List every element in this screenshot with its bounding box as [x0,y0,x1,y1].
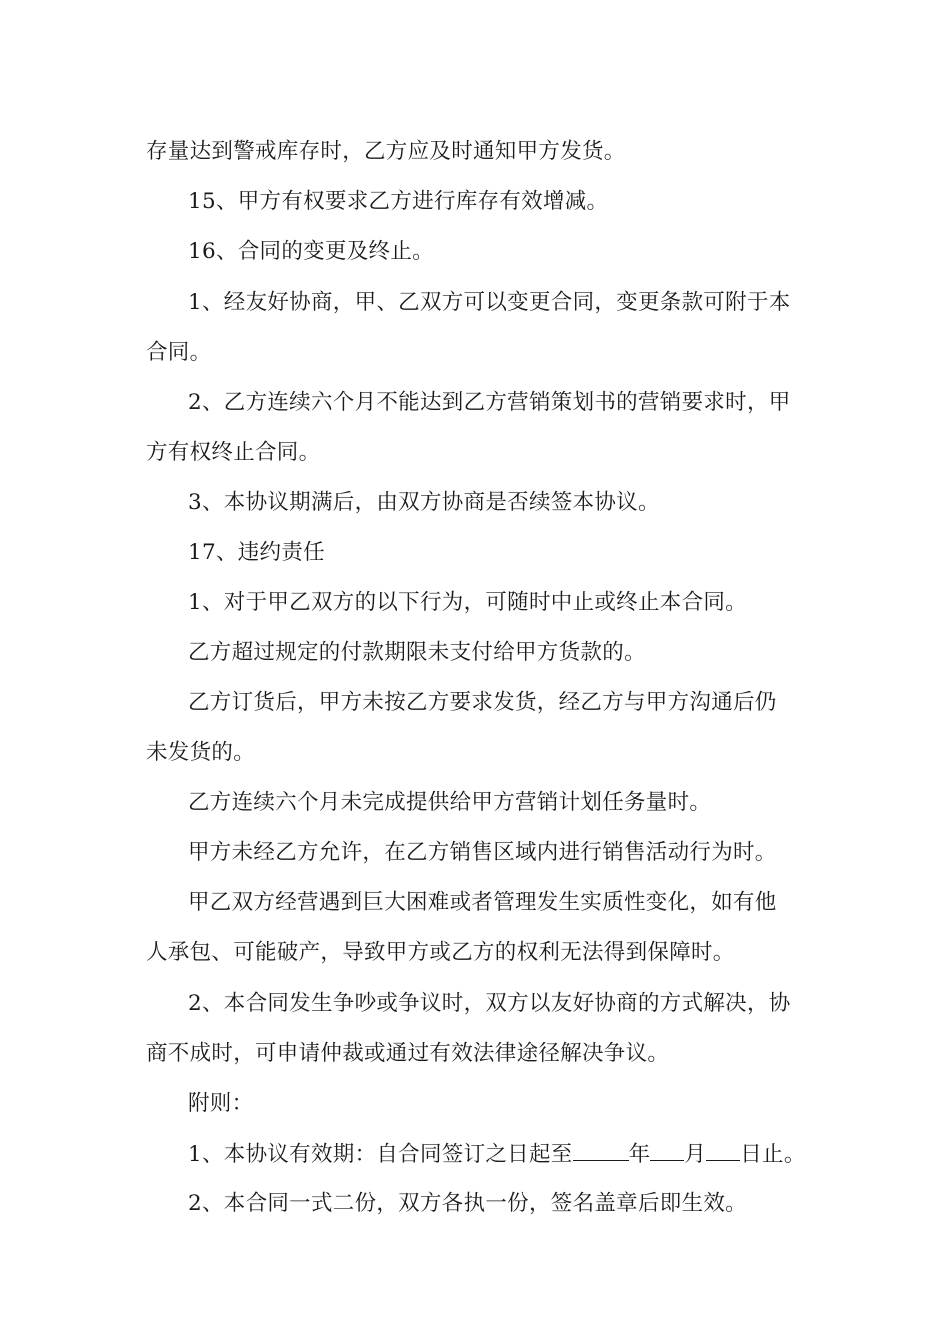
paragraph-line: 甲方未经乙方允许，在乙方销售区域内进行销售活动行为时。 [188,840,777,865]
paragraph-line: 乙方订货后，甲方未按乙方要求发货，经乙方与甲方沟通后仍 [188,690,777,715]
paragraph-line: 2、本合同发生争吵或争议时，双方以友好协商的方式解决，协 [188,991,791,1016]
paragraph-line: 1、对于甲乙双方的以下行为，可随时中止或终止本合同。 [188,590,747,615]
clause-15: 15、甲方有权要求乙方进行库存有效增减。 [188,189,609,214]
month-label: 月 [684,1142,707,1167]
paragraph-line: 2、乙方连续六个月不能达到乙方营销策划书的营销要求时，甲 [188,390,791,415]
paragraph-line: 甲乙双方经营遇到巨大困难或者管理发生实质性变化，如有他 [188,890,777,915]
appendix-heading: 附则： [188,1091,254,1116]
paragraph-line: 乙方连续六个月未完成提供给甲方营销计划任务量时。 [188,790,712,815]
paragraph-line: 乙方超过规定的付款期限未支付给甲方货款的。 [188,640,646,665]
paragraph-line: 方有权终止合同。 [146,440,321,465]
clause-16-heading: 16、合同的变更及终止。 [188,239,434,264]
paragraph-line: 合同。 [146,340,212,365]
validity-prefix: 1、本协议有效期：自合同签订之日起至 [188,1142,573,1167]
validity-period-line [188,1140,806,1169]
paragraph-line: 2、本合同一式二份，双方各执一份，签名盖章后即生效。 [188,1191,747,1216]
paragraph-line: 3、本协议期满后，由双方协商是否续签本协议。 [188,490,660,515]
paragraph-line: 商不成时，可申请仲裁或通过有效法律途径解决争议。 [146,1041,670,1066]
day-blank [706,1140,740,1161]
year-blank [573,1140,629,1161]
month-blank [650,1140,684,1161]
day-label: 日止。 [740,1142,806,1167]
paragraph-line: 人承包、可能破产，导致甲方或乙方的权利无法得到保障时。 [146,940,735,965]
paragraph-line: 未发货的。 [146,740,256,765]
paragraph-line: 存量达到警戒库存时，乙方应及时通知甲方发货。 [146,139,626,164]
paragraph-line: 1、经友好协商，甲、乙双方可以变更合同，变更条款可附于本 [188,290,791,315]
clause-17-heading: 17、违约责任 [188,540,325,565]
year-label: 年 [628,1142,651,1167]
